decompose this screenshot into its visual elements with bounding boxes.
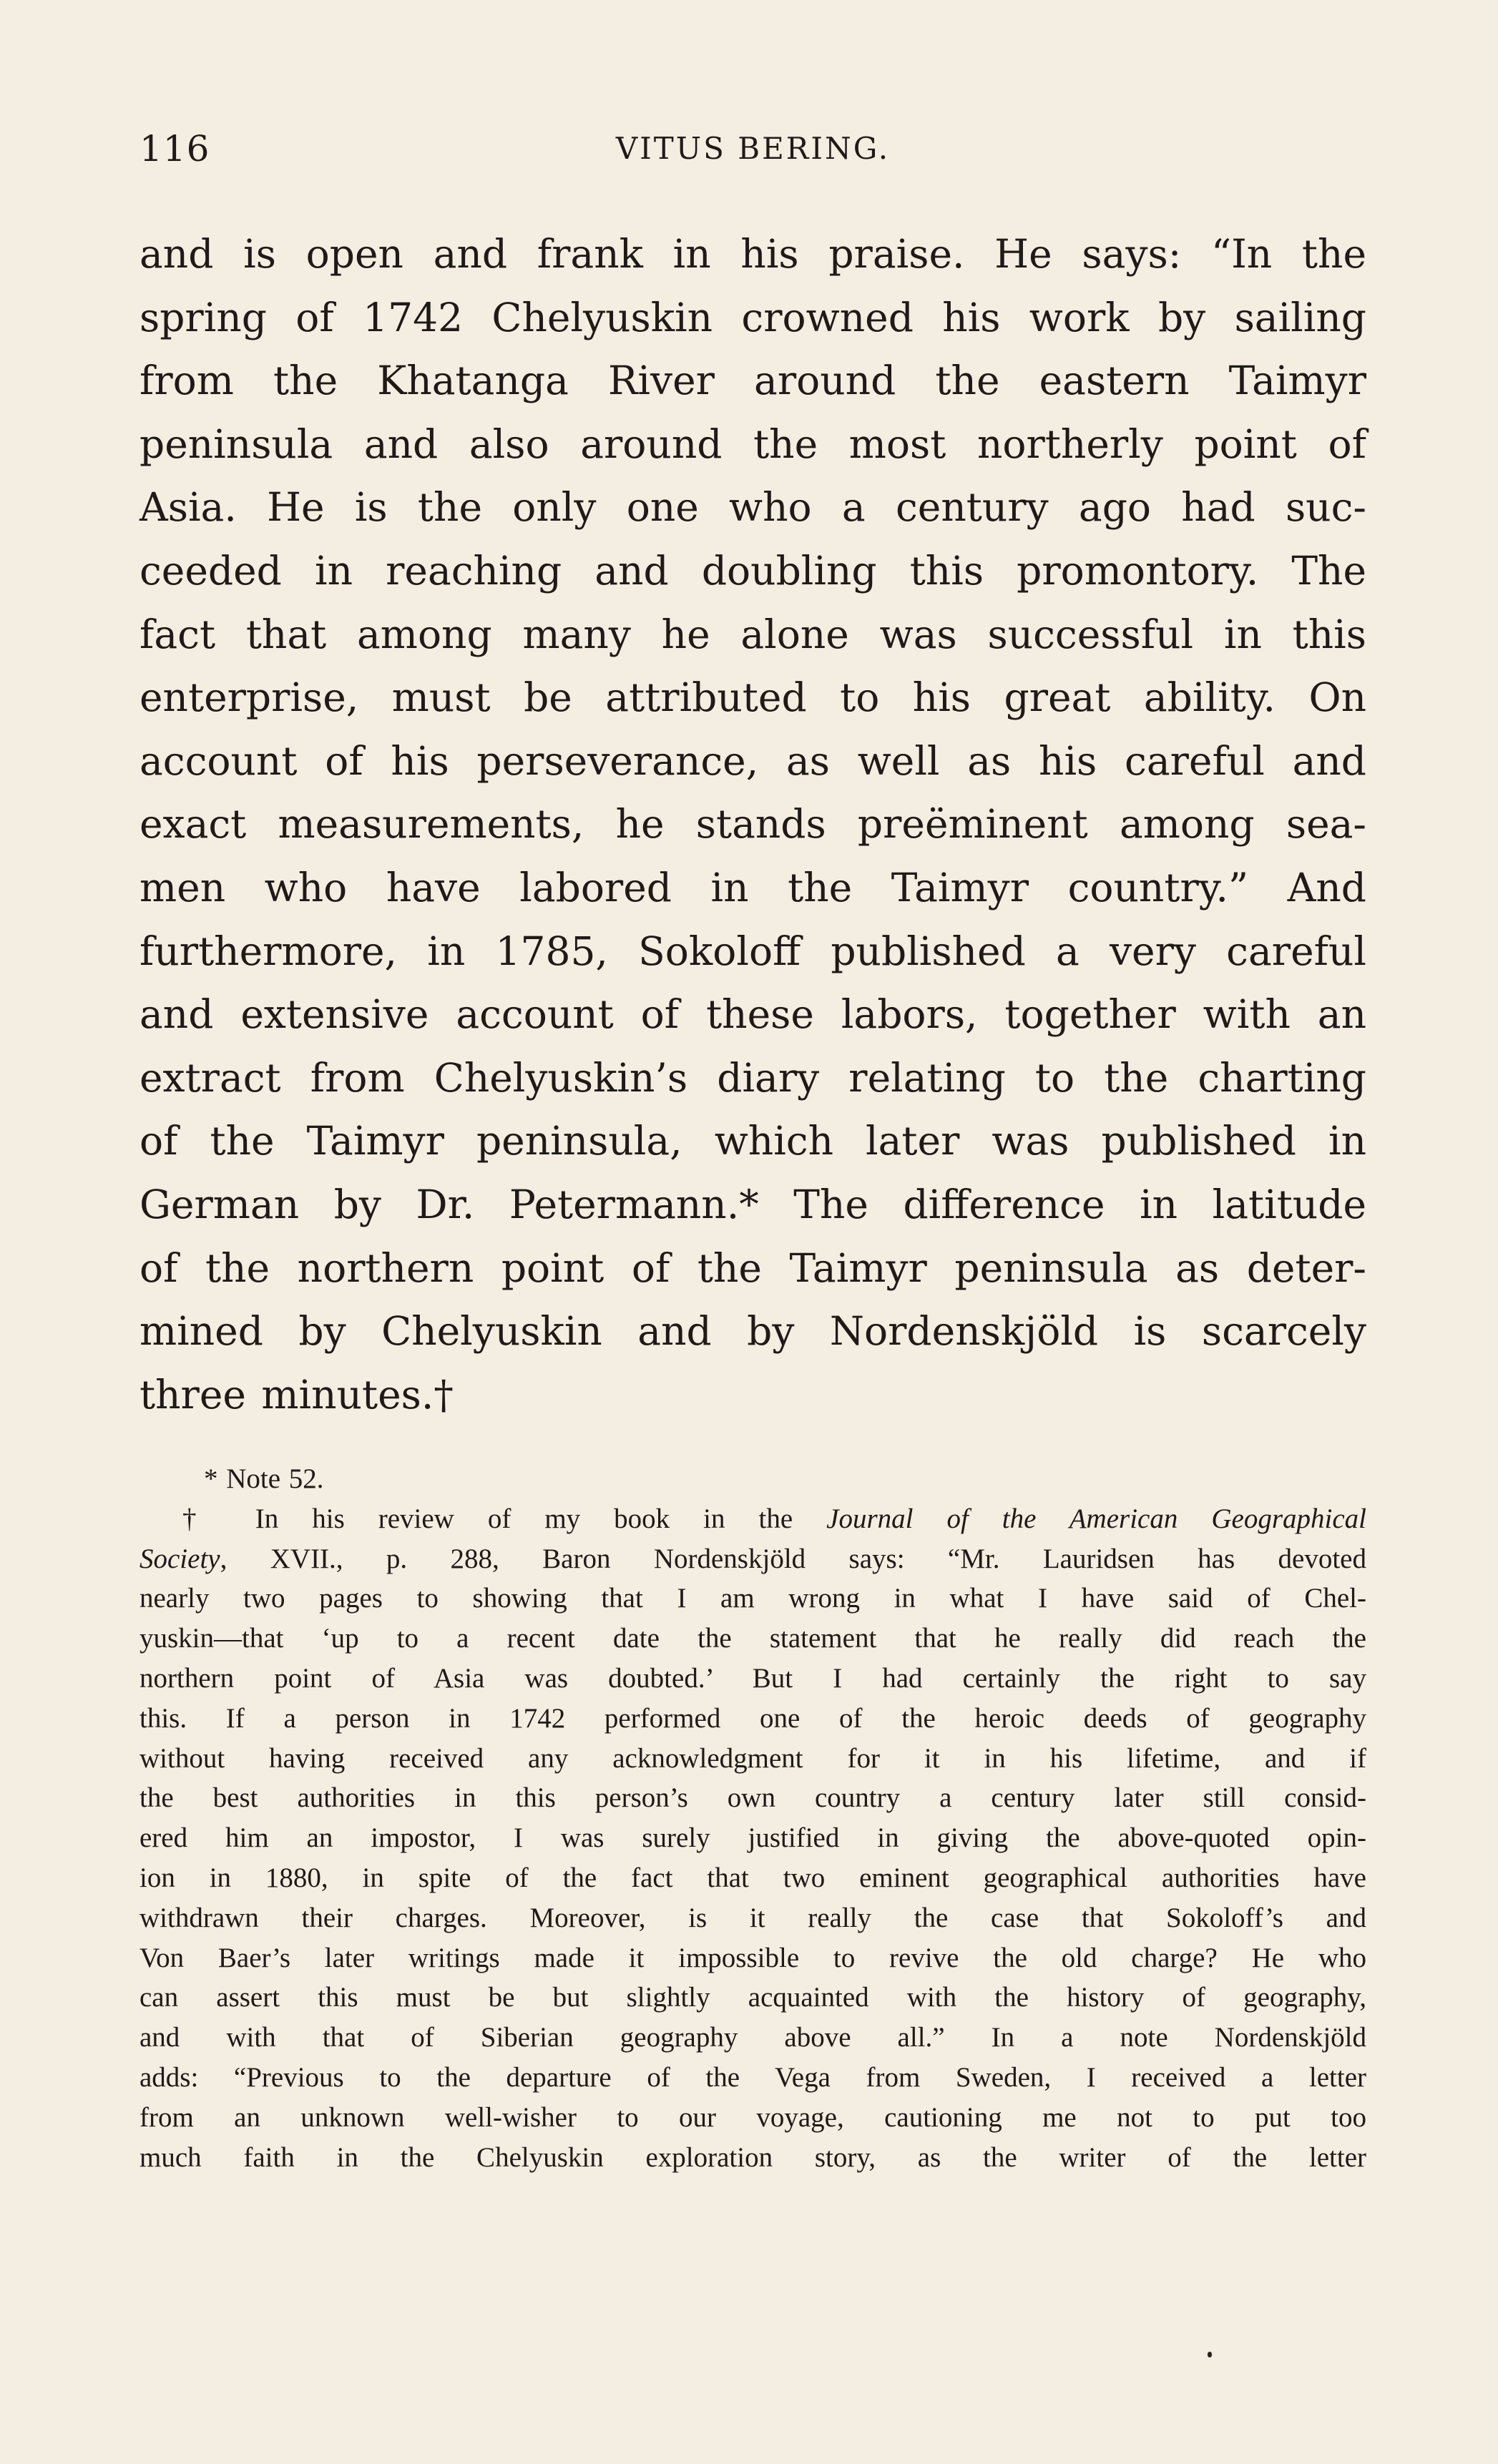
running-head [139, 127, 1366, 170]
body-line: enterprise, must be attributed to his great ability. On [139, 674, 1366, 721]
footnote-line: northern point of Asia was doubted.’ But I had certainly the right to say [139, 1662, 1366, 1694]
journal-title-end: Society [139, 1543, 220, 1574]
footnote-line: without having received any acknowledgment for it in his lifetime, and if [139, 1742, 1366, 1774]
footnote-line [139, 1539, 1366, 1579]
footnote-line: yuskin—that ‘up to a recent date the statement that he really did reach the [139, 1623, 1366, 1654]
body-line: and extensive account of these labors, together with an [139, 991, 1366, 1038]
body-line: mined by Chelyuskin and by Nordenskjöld is scarcely [139, 1308, 1366, 1355]
body-line: exact measurements, he stands preëminent among sea- [139, 801, 1366, 848]
footnote-star: * Note 52. [204, 1463, 324, 1494]
ink-speck [1208, 2352, 1212, 2357]
body-line: men who have labored in the Taimyr country.” And [139, 864, 1366, 910]
footnote-line: much faith in the Chelyuskin exploration story, as the writer of the letter [139, 2141, 1366, 2173]
footnote-line: ion in 1880, in spite of the fact that two eminent geographical authorities have [139, 1862, 1366, 1893]
footnote-line: this. If a person in 1742 performed one of the heroic deeds of geography [139, 1702, 1366, 1734]
footnote-line: and with that of Siberian geography above all.” In a note Nordenskjöld [139, 2022, 1366, 2053]
footnote-line: from an unknown well-wisher to our voyage, cautioning me not to put too [139, 2101, 1366, 2133]
body-line: of the northern point of the Taimyr peninsula as deter- [139, 1245, 1366, 1291]
running-title: VITUS BERING. [615, 131, 891, 166]
body-line: from the Khatanga River around the eastern Taimyr [139, 358, 1366, 404]
body-line: account of his perseverance, as well as his careful and [139, 737, 1366, 784]
body-paragraph [139, 222, 1366, 1426]
footnote-line: can assert this must be but slightly acquainted with the history of geography, [139, 1982, 1366, 2013]
body-line: fact that among many he alone was successful in this [139, 611, 1366, 657]
footnote-text: , XVII., p. 288, Baron Nordenskjöld says: “Mr. Lauridsen has devoted [220, 1543, 1366, 1574]
body-line: and is open and frank in his praise. He says: “In the [139, 231, 1366, 277]
page-number: 116 [139, 128, 210, 170]
footnote-line: nearly two pages to showing that I am wrong in what I have said of Chel- [139, 1583, 1366, 1614]
body-line: spring of 1742 Chelyuskin crowned his work by sailing [139, 294, 1366, 340]
body-line: peninsula and also around the most northerly point of [139, 421, 1366, 467]
footnote-dagger-line [139, 1499, 1366, 1539]
body-line: furthermore, in 1785, Sokoloff published a very careful [139, 928, 1366, 974]
body-line: extract from Chelyuskin’s diary relating to the charting [139, 1054, 1366, 1101]
body-line: three minutes.† [139, 1371, 454, 1418]
journal-title: Journal of the American Geographical [826, 1503, 1366, 1534]
body-line: German by Dr. Petermann.* The difference in latitude [139, 1181, 1366, 1227]
body-line: ceeded in reaching and doubling this promontory. The [139, 547, 1366, 594]
footnote-line: the best authorities in this person’s own country a century later still consid- [139, 1782, 1366, 1814]
footnote-line: adds: “Previous to the departure of the Vega from Sweden, I received a letter [139, 2061, 1366, 2093]
footnotes [139, 1459, 1366, 2177]
footnote-text: † In his review of my book in the [182, 1503, 827, 1534]
body-line: of the Taimyr peninsula, which later was published in [139, 1118, 1366, 1164]
footnote-line: Von Baer’s later writings made it impossible to revive the old charge? He who [139, 1942, 1366, 1973]
footnote-line: withdrawn their charges. Moreover, is it really the case that Sokoloff’s and [139, 1902, 1366, 1933]
body-line: Asia. He is the only one who a century ago had suc- [139, 484, 1366, 531]
footnote-line: ered him an impostor, I was surely justified in giving the above-quoted opin- [139, 1822, 1366, 1854]
